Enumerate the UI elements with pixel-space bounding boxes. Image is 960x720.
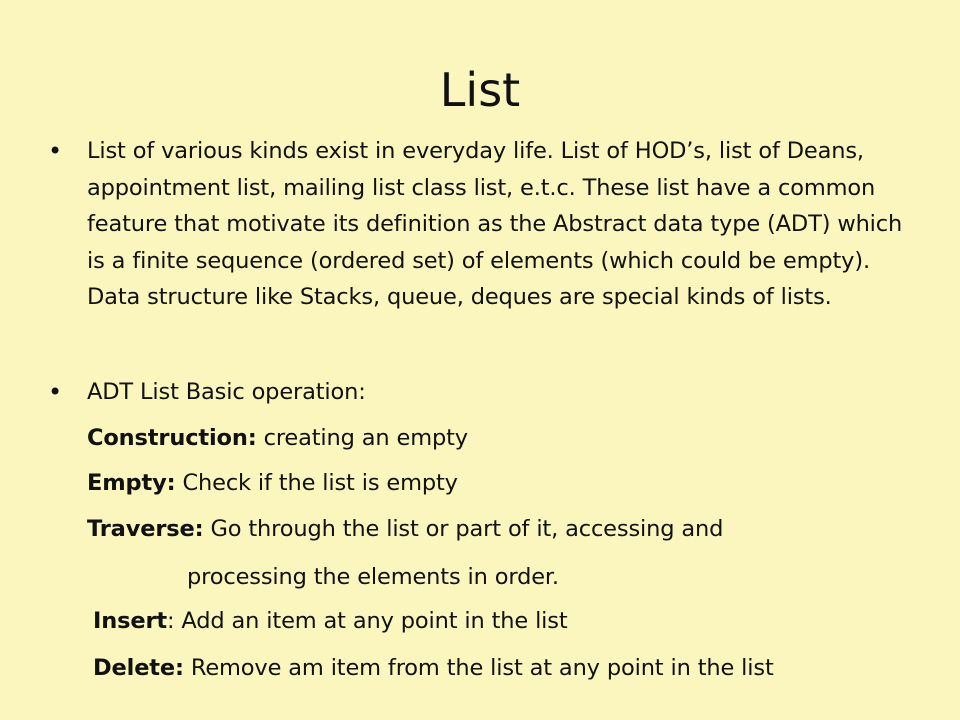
operation-traverse-continuation: processing the elements in order. — [187, 564, 559, 590]
operation-desc: : Add an item at any point in the list — [167, 608, 568, 634]
slide-title: List — [439, 63, 521, 117]
operation-term: Traverse: — [87, 516, 204, 542]
operation-insert — [93, 603, 568, 639]
operation-term: Empty: — [87, 470, 176, 496]
operation-term: Insert — [93, 608, 167, 634]
operation-desc: Check if the list is empty — [175, 470, 458, 496]
operation-traverse — [87, 511, 723, 547]
operation-construction — [87, 420, 468, 456]
operation-term: Construction: — [87, 425, 257, 451]
operation-empty — [87, 465, 458, 501]
operation-delete — [93, 650, 774, 686]
operation-desc: Remove am item from the list at any point in the list — [183, 655, 774, 681]
operation-desc: Go through the list or part of it, accessing and — [203, 516, 724, 542]
bullet-item — [48, 374, 908, 411]
operation-desc: creating an empty — [256, 425, 468, 451]
bullet-text: ADT List Basic operation: — [87, 379, 366, 405]
bullet-glyph: • — [48, 137, 63, 165]
operation-term: Delete: — [93, 655, 184, 681]
bullet-text: List of various kinds exist in everyday life. List of HOD’s, list of Deans, appointment list, mailing list class list, e.t.c. These list have a common feature that motivate its definition as the Abstract data type (ADT) which is a finite sequence (ordered set) of elements (which could be empty). Data structure like Stacks, queue, deques are special kinds of lists. — [87, 138, 903, 310]
bullet-glyph: • — [48, 378, 63, 406]
bullet-item — [48, 133, 908, 316]
